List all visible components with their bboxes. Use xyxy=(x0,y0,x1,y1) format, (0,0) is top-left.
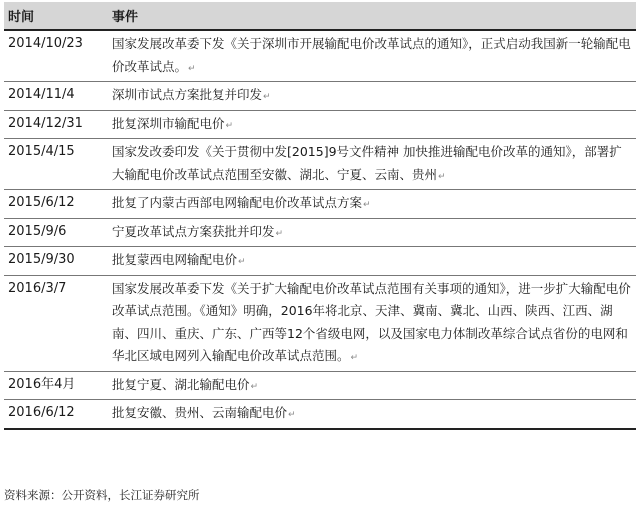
time-cell xyxy=(4,218,108,247)
event-text: 深圳市试点方案批复并印发 xyxy=(112,87,263,102)
event-text: 国家发展改革委下发《关于扩大输配电价改革试点范围有关事项的通知》，进一步扩大输配电价改革试点范围。《通知》明确，2016年将北京、天津、冀南、冀北、山西、陕西、江西、湖南、四川、重庆、广东、广西等12个省级电网，以及国家电力体制改革综合试点省份的电网和华北区域电网列入输配电价改革试点范围。 xyxy=(112,280,631,363)
table-row xyxy=(4,218,636,247)
paragraph-mark-icon: ↵ xyxy=(238,257,246,267)
time-cell xyxy=(4,275,108,371)
event-cell xyxy=(108,218,636,247)
time-text: 2016/6/12 xyxy=(8,405,75,420)
event-cell xyxy=(108,247,636,276)
table-row xyxy=(4,400,636,429)
event-cell xyxy=(108,275,636,371)
paragraph-mark-icon: ↵ xyxy=(250,381,259,392)
event-cell xyxy=(108,400,636,429)
table-row xyxy=(4,190,636,219)
paragraph-mark-icon: ↵ xyxy=(263,92,271,102)
event-cell xyxy=(108,30,636,82)
event-cell xyxy=(108,139,636,190)
header-time: 时间 xyxy=(4,2,108,30)
event-text: 宁夏改革试点方案获批并印发 xyxy=(112,223,275,239)
time-text: 2015/4/15 xyxy=(8,144,75,159)
time-text: 2014/10/23 xyxy=(8,36,83,51)
event-text: 国家发展改革委下发《关于深圳市开展输配电价改革试点的通知》，正式启动我国新一轮输配电价改革试点。 xyxy=(112,36,631,74)
events-table xyxy=(4,2,636,430)
time-cell xyxy=(4,190,108,219)
paragraph-mark-icon: ↵ xyxy=(288,410,296,420)
table-row xyxy=(4,371,636,400)
event-cell xyxy=(108,190,636,219)
event-cell xyxy=(108,82,636,111)
time-text: 2016年4月 xyxy=(8,376,76,392)
time-text: 2015/9/30 xyxy=(8,252,75,267)
table-row xyxy=(4,139,636,190)
time-cell xyxy=(4,139,108,190)
time-cell xyxy=(4,371,108,400)
event-cell xyxy=(108,110,636,139)
table-row xyxy=(4,82,636,111)
time-text: 2014/11/4 xyxy=(8,87,75,102)
table-row xyxy=(4,275,636,371)
event-text: 国家发改委印发《关于贯彻中发[2015]9号文件精神 加快推进输配电价改革的通知》，部署扩大输配电价改革试点范围至安徽、湖北、宁夏、云南、贵州 xyxy=(112,144,622,182)
table-row xyxy=(4,110,636,139)
event-text: 批复蒙西电网输配电价 xyxy=(112,252,238,267)
event-text: 批复安徽、贵州、云南输配电价 xyxy=(112,405,288,420)
event-text: 批复了内蒙古西部电网输配电价改革试点方案 xyxy=(112,195,363,210)
table-body xyxy=(4,30,636,429)
time-cell xyxy=(4,110,108,139)
paragraph-mark-icon: ↵ xyxy=(275,228,284,239)
paragraph-mark-icon: ↵ xyxy=(188,63,196,74)
table-row xyxy=(4,30,636,82)
source-note: 资料来源：公开资料，长江证券研究所 xyxy=(4,488,200,502)
time-text: 2014/12/31 xyxy=(8,115,83,131)
time-cell xyxy=(4,82,108,111)
table-header-row xyxy=(4,2,636,30)
paragraph-mark-icon: ↵ xyxy=(225,120,234,131)
event-text: 批复宁夏、湖北输配电价 xyxy=(112,376,250,392)
event-text: 批复深圳市输配电价 xyxy=(112,115,225,131)
time-text: 2015/6/12 xyxy=(8,195,75,210)
event-cell xyxy=(108,371,636,400)
time-cell xyxy=(4,400,108,429)
table-row xyxy=(4,247,636,276)
paragraph-mark-icon: ↵ xyxy=(350,353,359,363)
paragraph-mark-icon: ↵ xyxy=(438,171,446,182)
header-event: 事件 xyxy=(108,2,636,30)
time-cell xyxy=(4,30,108,82)
time-text: 2016/3/7 xyxy=(8,280,67,296)
time-cell xyxy=(4,247,108,276)
time-text: 2015/9/6 xyxy=(8,223,67,239)
paragraph-mark-icon: ↵ xyxy=(363,200,371,210)
